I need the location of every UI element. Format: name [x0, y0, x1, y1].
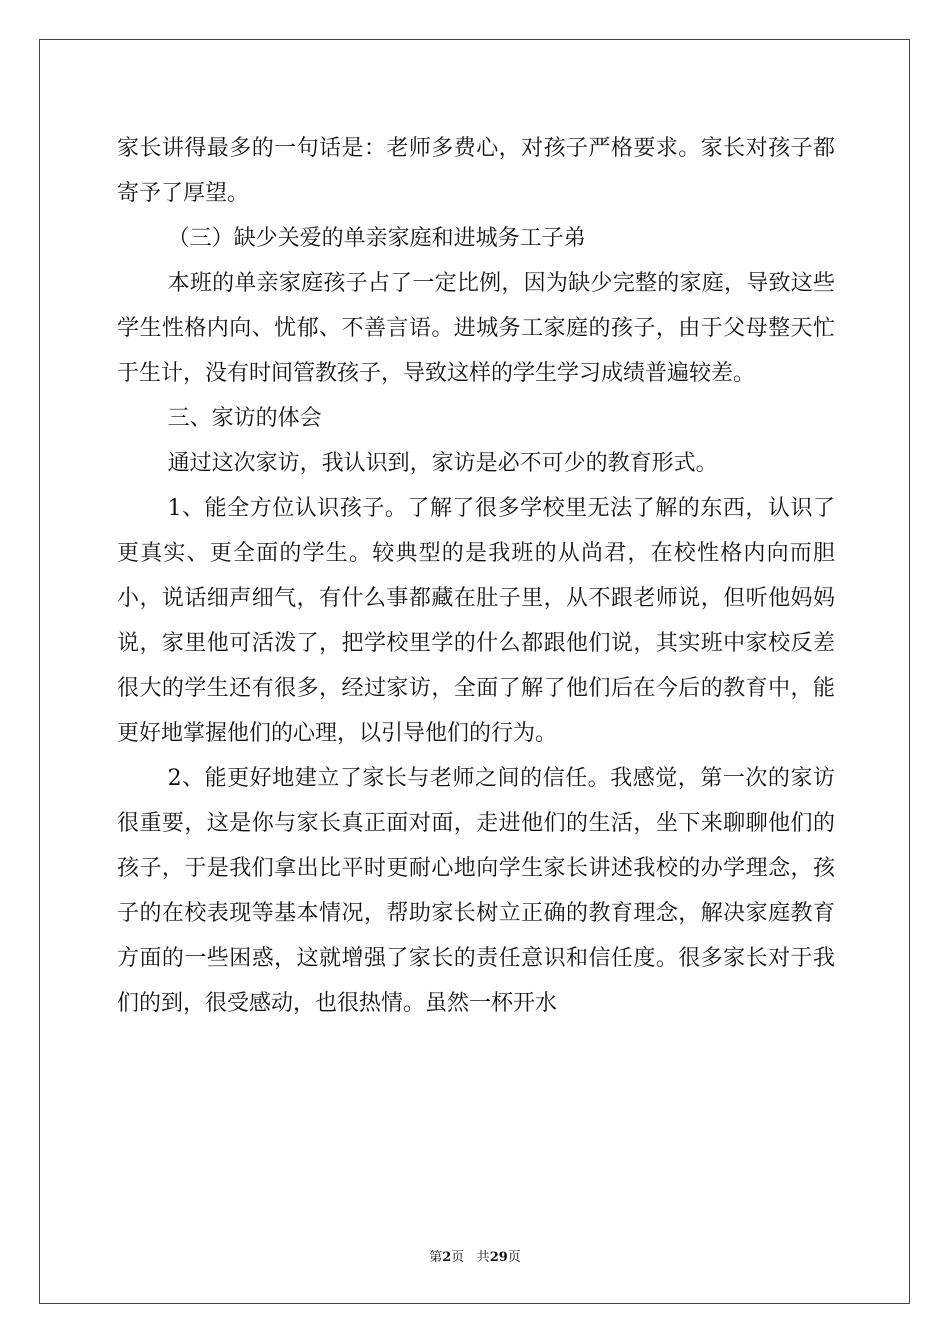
- page-prefix: 第: [429, 1250, 443, 1265]
- paragraph-intro: 通过这次家访，我认识到，家访是必不可少的教育形式。: [167, 451, 718, 476]
- page-suffix: 页: [451, 1250, 465, 1265]
- page-footer: [0, 1246, 950, 1265]
- total-suffix: 页: [507, 1250, 521, 1265]
- subheading-single-parent: （三）缺少关爱的单亲家庭和进城务工子弟: [167, 226, 586, 251]
- paragraph-continued: 家长讲得最多的一句话是：老师多费心，对孩子严格要求。家长对孩子都寄予了厚望。: [117, 136, 835, 206]
- paragraph-point-1: 1、能全方位认识孩子。了解了很多学校里无法了解的东西，认识了更真实、更全面的学生。较典型的是我班的从尚君，在校性格内向而胆小，说话细声细气，有什么事都藏在肚子里，从不跟老师说，但听他妈妈说，家里他可活泼了，把学校里学的什么都跟他们说，其实班中家校反差很大的学生还有很多，经过家访，全面了解了他们后在今后的教育中，能更好地掌握他们的心理，以引导他们的行为。: [117, 496, 835, 746]
- paragraph-point-2: 2、能更好地建立了家长与老师之间的信任。我感觉，第一次的家访很重要，这是你与家长真正面对面，走进他们的生活，坐下来聊聊他们的孩子，于是我们拿出比平时更耐心地向学生家长讲述我校的办学理念，孩子的在校表现等基本情况，帮助家长树立正确的教育理念，解决家庭教育方面的一些困惑，这就增强了家长的责任意识和信任度。很多家长对于我们的到，很受感动，也很热情。虽然一杯开水: [117, 766, 835, 1016]
- total-prefix: 共: [476, 1250, 490, 1265]
- document-body: [117, 126, 835, 1026]
- paragraph-single-parent: 本班的单亲家庭孩子占了一定比例，因为缺少完整的家庭，导致这些学生性格内向、忧郁、不善言语。进城务工家庭的孩子，由于父母整天忙于生计，没有时间管教孩子，导致这样的学生学习成绩普遍较差。: [117, 271, 835, 386]
- page-number: 2: [442, 1250, 452, 1265]
- section-heading-reflections: 三、家访的体会: [167, 406, 322, 431]
- page-total: 29: [489, 1250, 508, 1265]
